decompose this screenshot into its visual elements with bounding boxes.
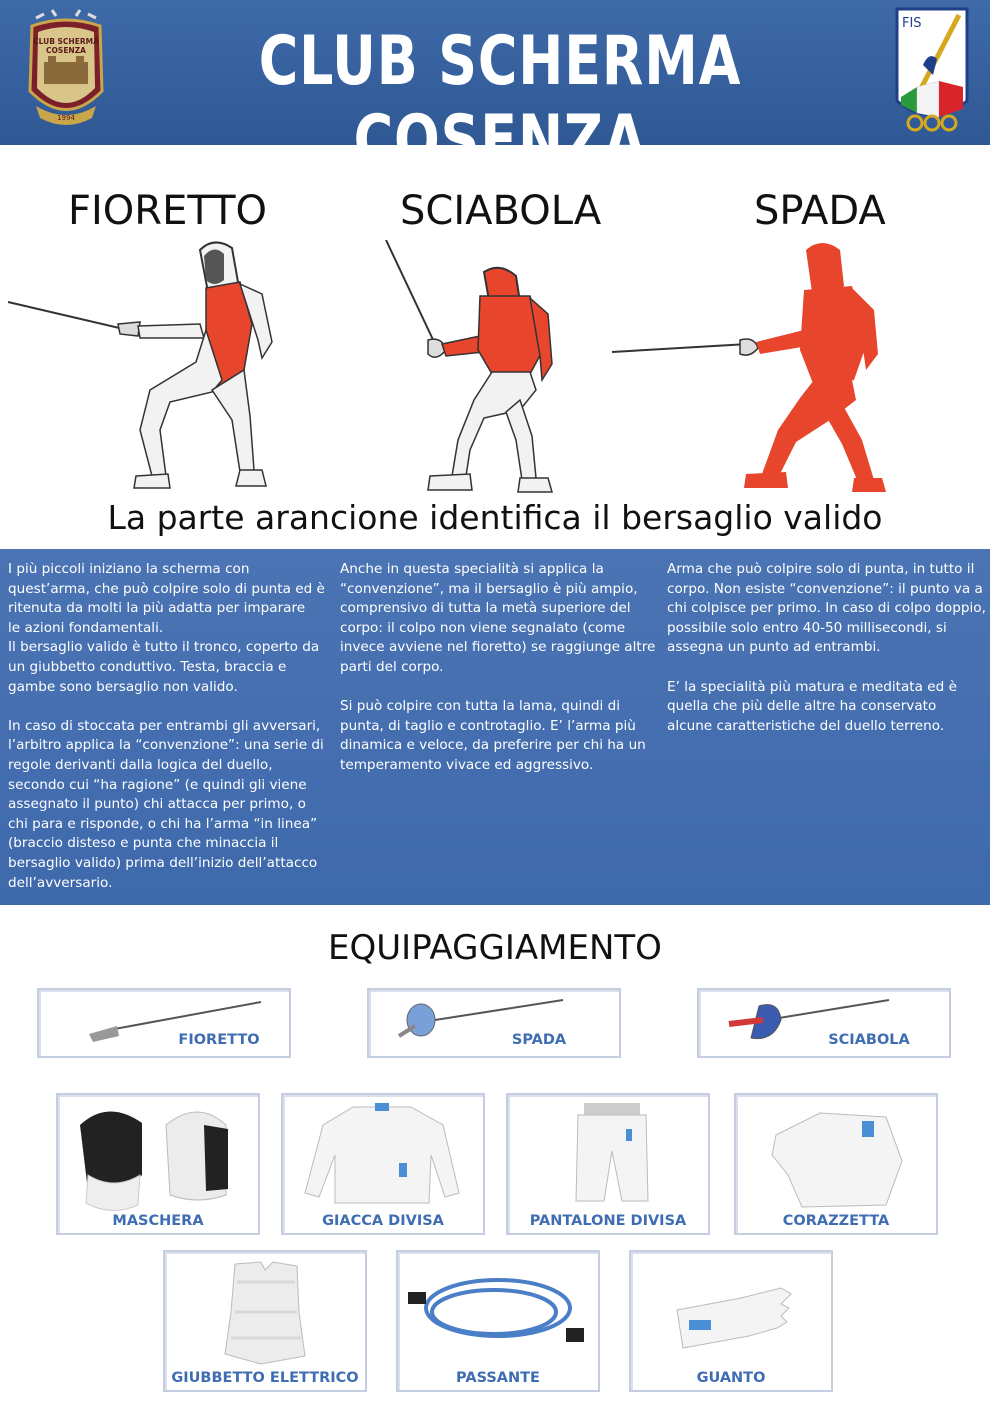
equipment-label-giubbetto: GIUBBETTO ELETTRICO — [171, 1370, 359, 1386]
header-banner — [0, 0, 990, 180]
weapon-title-sciabola: SCIABOLA — [400, 188, 602, 234]
equipment-title: EQUIPAGGIAMENTO — [328, 928, 662, 968]
club-logo-year: 1994 — [57, 114, 75, 122]
sciabola-fencer-figure — [380, 240, 580, 500]
equipment-label-sciabola: SCIABOLA — [828, 1032, 910, 1048]
equipment-label-pantalone: PANTALONE DIVISA — [529, 1213, 687, 1229]
equipment-card-passante[interactable] — [396, 1250, 600, 1392]
fis-logo-text: FIS — [902, 16, 922, 31]
description-sciabola-text: Anche in questa specialità si applica la “convenzione”, ma il bersaglio è più ampio, comprensivo di tutta la metà superiore del corpo: il colpo non viene segnalato (come invece avviene nel fioretto) se raggiunge altre parti del corpo. Si può colpire con tutta la lama, quindi di punta, di taglio e controtaglio. E’ l’arma più dinamica e veloce, da preferire per chi ha un temperamento vivace ed aggressivo. — [340, 561, 656, 773]
equipment-label-passante: PASSANTE — [456, 1370, 540, 1386]
equipment-label-corazzetta: CORAZZETTA — [782, 1213, 890, 1229]
equipment-card-maschera[interactable] — [56, 1093, 260, 1235]
description-spada-text: Arma che può colpire solo di punta, in tutto il corpo. Non esiste “convenzione”: il punto va a chi colpisce per primo. In caso di colpo doppio, possibile solo entro 40-50 millisecondi, si assegna un punto ad entrambi. E’ la specialità più matura e meditata ed è quella che più delle altre ha conservato alcune caratteristiche del duello terreno. — [667, 561, 986, 734]
target-subtitle: La parte arancione identifica il bersaglio valido — [107, 498, 883, 537]
equipment-card-corazzetta[interactable] — [734, 1093, 938, 1235]
club-logo — [22, 6, 110, 136]
equipment-card-sciabola[interactable] — [697, 988, 951, 1058]
fis-logo — [893, 5, 971, 135]
weapon-title-spada: SPADA — [754, 188, 886, 234]
equipment-label-spada: SPADA — [511, 1032, 567, 1048]
fioretto-fencer-figure — [0, 230, 300, 500]
equipment-card-spada[interactable] — [367, 988, 621, 1058]
description-spada — [667, 560, 987, 736]
description-sciabola — [340, 560, 660, 776]
weapon-title-fioretto: FIORETTO — [68, 188, 268, 234]
club-logo-line2: COSENZA — [46, 46, 86, 55]
equipment-label-guanto: GUANTO — [696, 1370, 766, 1386]
description-fioretto — [8, 560, 328, 893]
equipment-label-maschera: MASCHERA — [112, 1213, 204, 1229]
equipment-label-fioretto: FIORETTO — [178, 1032, 260, 1048]
page-title: CLUB SCHERMA COSENZA — [258, 22, 742, 180]
equipment-card-giacca[interactable] — [281, 1093, 485, 1235]
equipment-card-pantalone[interactable] — [506, 1093, 710, 1235]
equipment-card-fioretto[interactable] — [37, 988, 291, 1058]
equipment-card-guanto[interactable] — [629, 1250, 833, 1392]
club-logo-line1: CLUB SCHERMA — [33, 37, 99, 46]
equipment-card-giubbetto[interactable] — [163, 1250, 367, 1392]
description-fioretto-text: I più piccoli iniziano la scherma con quest’arma, che può colpire solo di punta ed è ritenuta da molti la più adatta per imparare le azioni fondamentali. Il bersaglio valido è tutto il tronco, coperto da un giubbetto conduttivo. Testa, braccia e gambe sono bersaglio non valido. In caso di stoccata per entrambi gli avversari, l’arbitro applica la “convenzione”: una serie di regole derivanti dalla logica del duello, secondo cui “ha ragione” (e quindi gli viene assegnato il punto) chi attacca per primo, o chi para e risponde, o chi ha l’arma “in linea” (braccio disteso e punta che minaccia il bersaglio valido) prima dell’inizio dell’attacco dell’avversario. — [8, 561, 325, 891]
equipment-label-giacca: GIACCA DIVISA — [322, 1213, 444, 1229]
spada-fencer-figure — [600, 230, 900, 500]
